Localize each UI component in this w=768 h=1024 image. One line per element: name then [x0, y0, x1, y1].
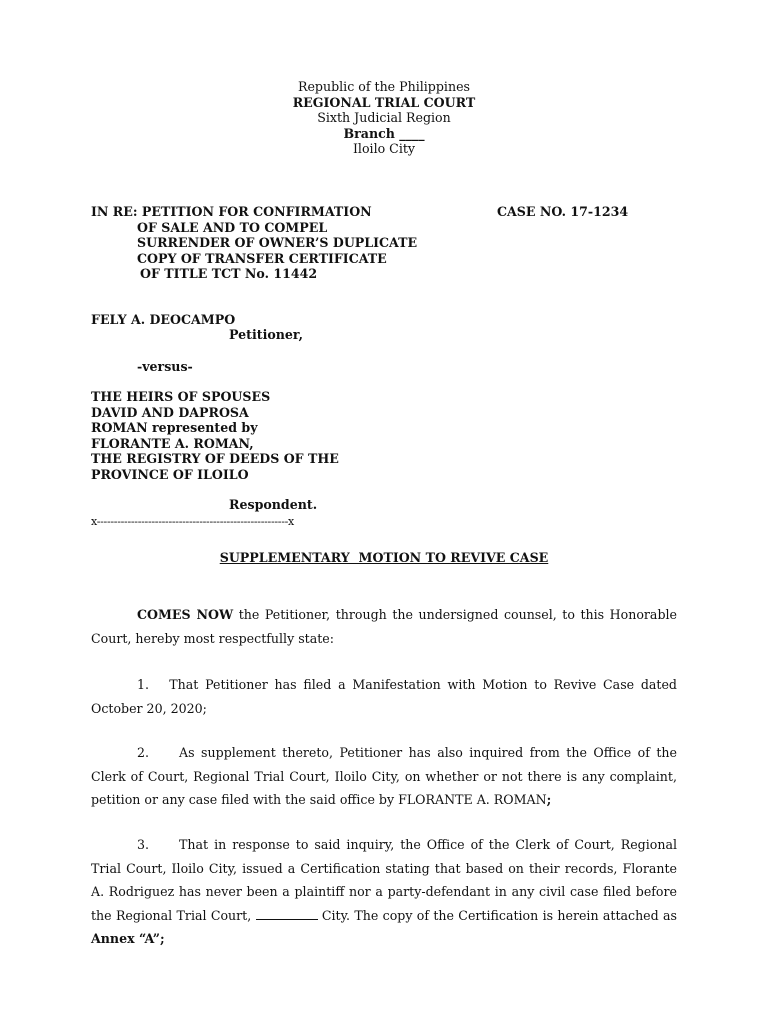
in-re-line: COPY OF TRANSFER CERTIFICATE — [137, 250, 387, 266]
caption-separator: x--------------------------------------------------------x — [91, 515, 294, 528]
annex-label: Annex “A”; — [91, 931, 165, 946]
paragraph-2-text-b: Petitioner has also inquired from the Office of the Clerk of Court, Regional Trial Court, Iloilo City, on whether or not there is any complaint, petition or any case filed with the said office by FLORANTE A. ROMAN — [91, 745, 677, 807]
caption-in-re — [91, 204, 417, 282]
respondent-line: THE HEIRS OF SPOUSES — [91, 389, 271, 404]
versus-label: -versus- — [137, 359, 193, 374]
respondent-line: PROVINCE OF ILOILO — [91, 466, 249, 482]
paragraph-2-number: 2. — [137, 745, 150, 760]
respondent-line: FLORANTE A. ROMAN, — [91, 435, 254, 451]
case-number: CASE NO. 17-1234 — [497, 204, 629, 219]
intro-lead: COMES NOW — [137, 607, 234, 622]
in-re-line: SURRENDER OF OWNER’S DUPLICATE — [137, 235, 418, 250]
paragraph-1-text: That Petitioner has filed a Manifestation with Motion to Revive Case dated October 20, 2020; — [91, 677, 677, 716]
respondent-label: Respondent. — [229, 497, 318, 512]
paragraph-1 — [91, 673, 677, 720]
in-re-line: IN RE: PETITION FOR CONFIRMATION — [91, 204, 372, 219]
respondent-line: DAVID AND DAPROSA — [91, 404, 249, 420]
intro-text: the Petitioner, through the undersigned counsel, to this Honorable Court, hereby most respectfully state: — [91, 607, 677, 646]
in-re-line: OF TITLE TCT No. 11442 — [140, 266, 318, 281]
motion-title-text: SUPPLEMENTARY MOTION TO REVIVE CASE — [219, 550, 549, 565]
intro-paragraph — [91, 603, 677, 650]
respondent-line: ROMAN represented by — [91, 420, 258, 435]
header-city: Iloilo City — [352, 141, 416, 156]
header-region: Sixth Judicial Region — [317, 110, 451, 125]
in-re-line: OF SALE AND TO COMPEL — [137, 219, 328, 235]
city-blank-line — [256, 909, 318, 920]
paragraph-1-number: 1. — [137, 677, 150, 692]
paragraph-2 — [91, 741, 677, 812]
motion-title — [0, 550, 768, 566]
header-court: REGIONAL TRIAL COURT — [292, 95, 476, 110]
paragraph-3-number: 3. — [137, 837, 150, 852]
header-branch: Branch ____ — [343, 126, 425, 141]
paragraph-3 — [91, 833, 677, 951]
paragraph-2-text-c: ; — [546, 792, 552, 807]
header-republic: Republic of the Philippines — [297, 79, 470, 94]
paragraph-2-text-a: As supplement thereto, — [179, 745, 340, 760]
paragraph-3-text-b: City. The copy of the Certification is herein attached as — [317, 907, 677, 923]
petitioner-label: Petitioner, — [229, 327, 304, 342]
respondent-line: THE REGISTRY OF DEEDS OF THE — [91, 451, 339, 466]
respondents-block — [91, 389, 339, 482]
petitioner-name: FELY A. DEOCAMPO — [91, 312, 236, 327]
paragraph-3-text-a: That in response to said inquiry, the Office of the Clerk of Court, Regional Trial Court, Iloilo City, issued a Certification stating that based on their records, Florante A. Rodriguez has never been a plaintiff nor a party-defendant in any civil case filed before the Regional Trial Court, — [91, 837, 677, 923]
